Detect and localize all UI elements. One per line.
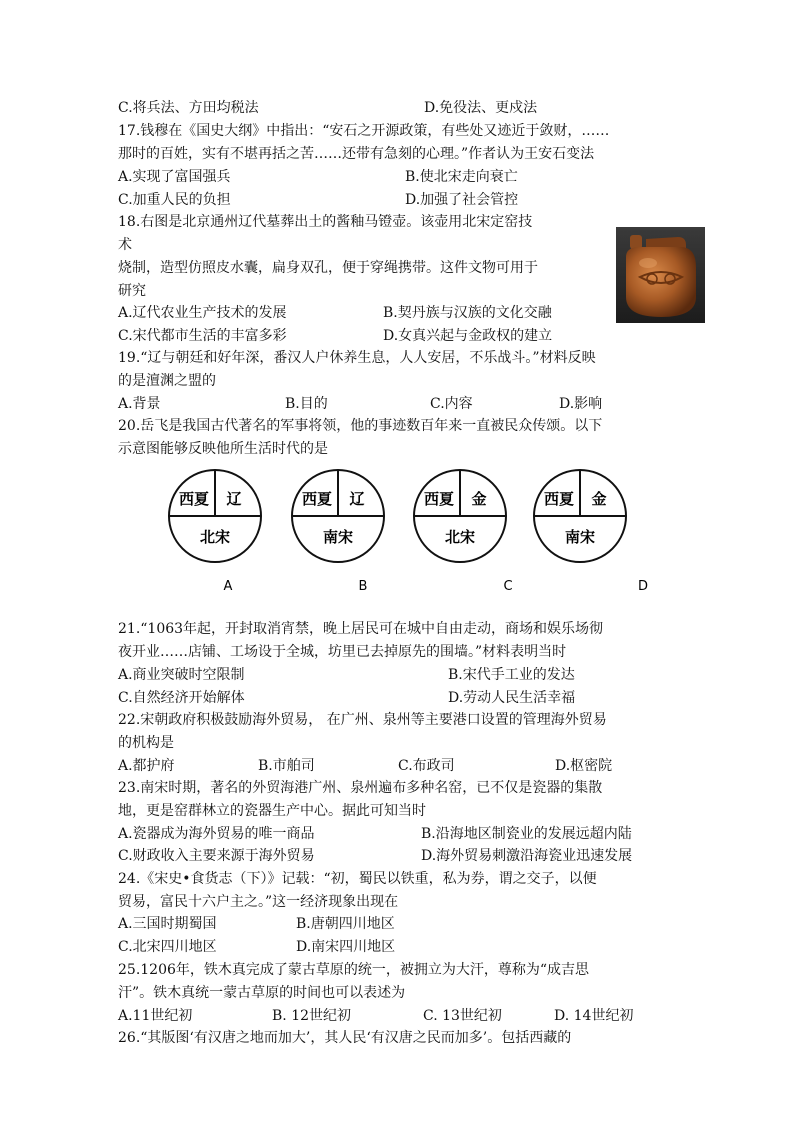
- diagram-d: [534, 470, 648, 594]
- option-17d: D.加强了社会管控: [405, 192, 519, 208]
- question-21-cont: 夜开业……店铺、工场设于全城，坊里已去掉原先的围墙。”材料表明当时: [118, 644, 567, 660]
- diagram-c-label: C: [503, 579, 513, 594]
- option-22c: C.布政司: [398, 758, 455, 774]
- dynasty-diagrams: [150, 462, 650, 602]
- question-17-cont: 那时的百姓，实有不堪再括之苦……还带有急刻的心理。”作者认为王安石变法: [118, 146, 595, 162]
- option-25d: D. 14世纪初: [554, 1008, 634, 1024]
- option-25a: A.11世纪初: [118, 1008, 193, 1024]
- option-21d: D.劳动人民生活幸福: [448, 690, 576, 706]
- stirrup-flask-image: [616, 227, 705, 323]
- question-18-cont: 烧制，造型仿照皮水囊，扁身双孔，便于穿绳携带。这件文物可用于: [118, 260, 538, 276]
- option-23b: B.沿海地区制瓷业的发展远超内陆: [421, 826, 632, 842]
- option-21c: C.自然经济开始解体: [118, 690, 245, 706]
- question-19: 19.“辽与朝廷和好年深，番汉人户休养生息，人人安居，不乐战斗。”材料反映: [118, 350, 596, 366]
- stirrup-flask-photo: [616, 227, 705, 323]
- option-19d: D.影响: [559, 396, 603, 412]
- diagram-d-label: D: [637, 579, 649, 594]
- option-19b: B.目的: [285, 396, 328, 412]
- option-23d: D.海外贸易刺激沿海瓷业迅速发展: [421, 848, 633, 864]
- option-17c: C.加重人民的负担: [118, 192, 231, 208]
- diagram-b-top-left: 西夏: [301, 490, 333, 508]
- question-20-cont: 示意图能够反映他所生活时代的是: [118, 441, 328, 457]
- option-18a: A.辽代农业生产技术的发展: [118, 305, 287, 321]
- question-18-cont: 术: [118, 237, 132, 253]
- option-24c: C.北宋四川地区: [118, 939, 217, 955]
- diagram-a-top-right: 辽: [226, 490, 242, 508]
- diagram-c: [414, 470, 513, 594]
- question-20: 20.岳飞是我国古代著名的军事将领，他的事迹数百年来一直被民众传颂。以下: [118, 418, 603, 434]
- diagram-c-top-left: 西夏: [423, 490, 455, 508]
- question-22-cont: 的机构是: [118, 735, 174, 751]
- diagram-b-label: B: [358, 579, 368, 594]
- diagram-a-label: A: [223, 579, 233, 594]
- option-17a: A.实现了富国强兵: [118, 169, 231, 185]
- question-25: 25.1206年，铁木真完成了蒙古草原的统一，被拥立为大汗，尊称为“成吉思: [118, 962, 590, 978]
- diagram-a: [169, 470, 261, 594]
- option-21b: B.宋代手工业的发达: [448, 667, 575, 683]
- question-23-cont: 地，更是窑群林立的瓷器生产中心。据此可知当时: [118, 803, 426, 819]
- question-18: 18.右图是北京通州辽代墓葬出土的酱釉马镫壶。该壶用北宋定窑技: [118, 214, 533, 230]
- option-16c: C.将兵法、方田均税法: [118, 100, 259, 116]
- option-24d: D.南宋四川地区: [296, 939, 396, 955]
- question-19-cont: 的是澶渊之盟的: [118, 373, 216, 389]
- option-22d: D.枢密院: [555, 758, 613, 774]
- question-24: 24.《宋史•食货志（下）》记载：“初，蜀民以铁重，私为券，谓之交子，以便: [118, 871, 597, 887]
- option-23a: A.瓷器成为海外贸易的唯一商品: [118, 826, 315, 842]
- question-21: 21.“1063年起，开封取消宵禁，晚上居民可在城中自由走动，商场和娱乐场彻: [118, 621, 604, 637]
- option-17b: B.使北宋走向衰亡: [405, 169, 518, 185]
- question-22: 22.宋朝政府积极鼓励海外贸易， 在广州、泉州等主要港口设置的管理海外贸易: [118, 712, 607, 728]
- diagram-c-top-right: 金: [471, 490, 487, 508]
- diagram-b: [292, 470, 384, 594]
- option-19a: A.背景: [118, 396, 161, 412]
- question-23: 23.南宋时期，著名的外贸海港广州、泉州遍布多种名窑，已不仅是瓷器的集散: [118, 780, 603, 796]
- option-25c: C. 13世纪初: [423, 1008, 502, 1024]
- option-18c: C.宋代都市生活的丰富多彩: [118, 328, 287, 344]
- diagram-b-bottom: 南宋: [322, 528, 354, 546]
- question-24-cont: 贸易，富民十六户主之。”这一经济现象出现在: [118, 894, 399, 910]
- diagram-c-bottom: 北宋: [444, 528, 476, 546]
- option-23c: C.财政收入主要来源于海外贸易: [118, 848, 315, 864]
- option-16d: D.免役法、更戍法: [424, 100, 538, 116]
- option-25b: B. 12世纪初: [272, 1008, 352, 1024]
- option-18b: B.契丹族与汉族的文化交融: [383, 305, 552, 321]
- option-24b: B.唐朝四川地区: [296, 916, 395, 932]
- diagram-a-top-left: 西夏: [178, 490, 210, 508]
- option-22b: B.市舶司: [258, 758, 315, 774]
- option-19c: C.内容: [430, 396, 473, 412]
- diagram-d-top-left: 西夏: [543, 490, 575, 508]
- question-25-cont: 汗”。铁木真统一蒙古草原的时间也可以表述为: [118, 985, 406, 1001]
- question-17: 17.钱穆在《国史大纲》中指出：“安石之开源政策，有些处又迹近于敛财，……: [118, 123, 610, 139]
- question-18-cont: 研究: [118, 283, 146, 299]
- diagram-d-top-right: 金: [591, 490, 607, 508]
- option-24a: A.三国时期蜀国: [118, 916, 217, 932]
- question-26: 26.“其版图‘有汉唐之地而加大’，其人民‘有汉唐之民而加多’。包括西藏的: [118, 1030, 572, 1046]
- option-22a: A.都护府: [118, 758, 175, 774]
- diagram-a-bottom: 北宋: [199, 528, 231, 546]
- diagram-b-top-right: 辽: [349, 490, 365, 508]
- option-18d: D.女真兴起与金政权的建立: [383, 328, 553, 344]
- option-21a: A.商业突破时空限制: [118, 667, 245, 683]
- diagram-d-bottom: 南宋: [564, 528, 596, 546]
